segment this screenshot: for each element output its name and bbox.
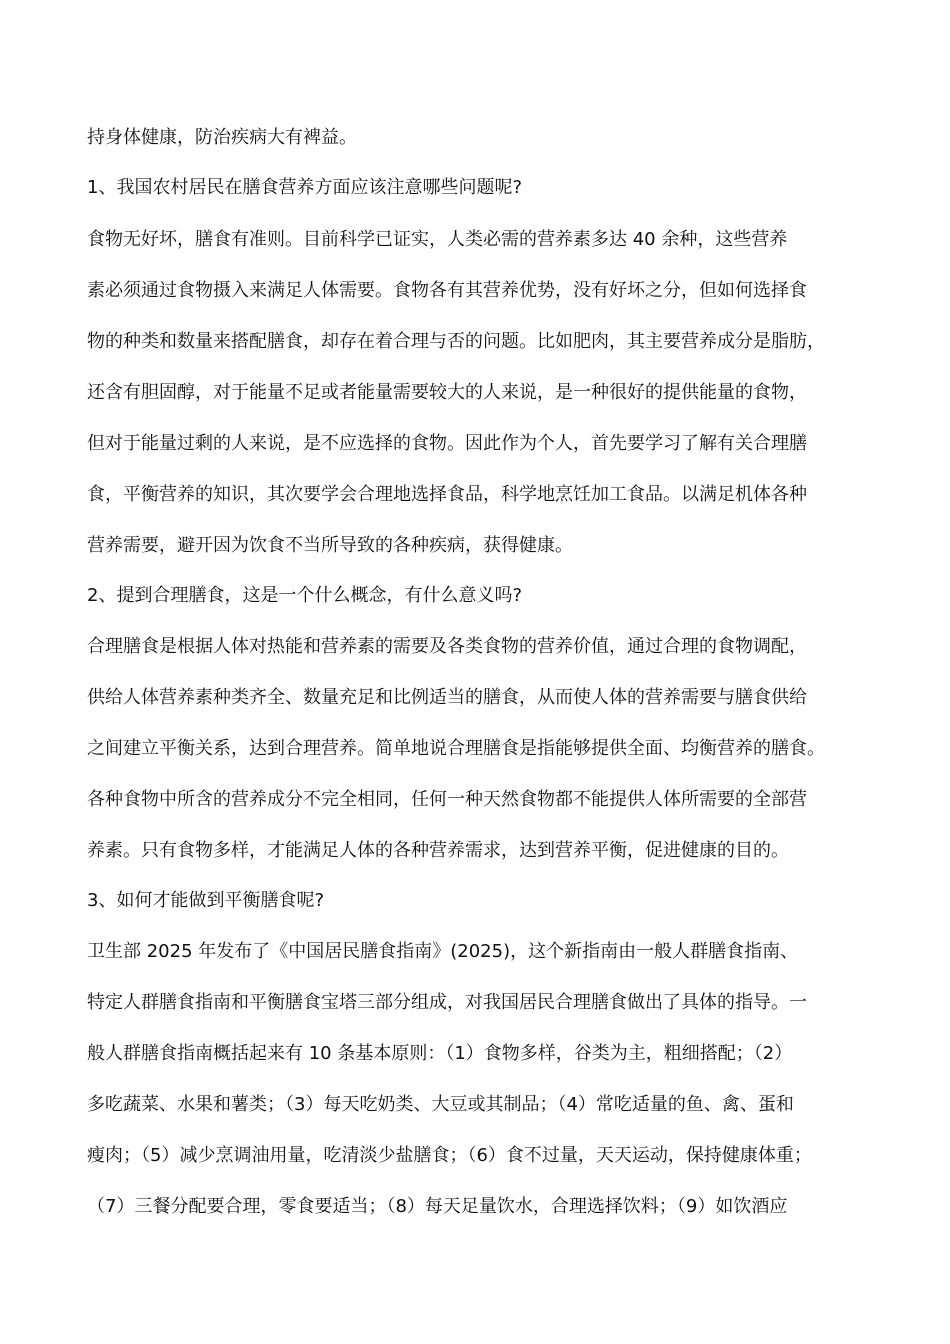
text-line: 还含有胆固醇，对于能量不足或者能量需要较大的人来说，是一种很好的提供能量的食物，: [87, 382, 807, 403]
section-heading-3: 3、如何才能做到平衡膳食呢?: [87, 890, 325, 911]
text-line: 物的种类和数量来搭配膳食，却存在着合理与否的问题。比如肥肉，其主要营养成分是脂肪，: [87, 331, 825, 352]
text-line: 瘦肉；（5）减少烹调油用量，吃清淡少盐膳食；（6）食不过量，天天运动，保持健康体重；: [87, 1145, 812, 1166]
section-heading-2: 2、提到合理膳食，这是一个什么概念，有什么意义吗?: [87, 585, 523, 606]
text-line: 各种食物中所含的营养成分不完全相同，任何一种天然食物都不能提供人体所需要的全部营: [87, 789, 807, 810]
section-heading-1: 1、我国农村居民在膳食营养方面应该注意哪些问题呢?: [87, 177, 523, 198]
text-line: 营养需要，避开因为饮食不当所导致的各种疾病，获得健康。: [87, 535, 573, 556]
text-line: 素必须通过食物摄入来满足人体需要。食物各有其营养优势，没有好坏之分，但如何选择食: [87, 280, 807, 301]
text-line: 食，平衡营养的知识，其次要学会合理地选择食品，科学地烹饪加工食品。以满足机体各种: [87, 484, 807, 505]
text-line: 特定人群膳食指南和平衡膳食宝塔三部分组成，对我国居民合理膳食做出了具体的指导。一: [87, 992, 807, 1013]
text-line: 般人群膳食指南概括起来有 10 条基本原则：（1）食物多样，谷类为主，粗细搭配；（2）: [87, 1043, 793, 1064]
text-line: 卫生部 2025 年发布了《中国居民膳食指南》(2025)，这个新指南由一般人群膳食指南、: [87, 941, 799, 962]
text-line: 供给人体营养素种类齐全、数量充足和比例适当的膳食，从而使人体的营养需要与膳食供给: [87, 687, 807, 708]
text-line: （7）三餐分配要合理，零食要适当；（8）每天足量饮水，合理选择饮料；（9）如饮酒应: [87, 1196, 788, 1217]
text-line: 多吃蔬菜、水果和薯类；（3）每天吃奶类、大豆或其制品；（4）常吃适量的鱼、禽、蛋和: [87, 1094, 794, 1115]
text-line: 合理膳食是根据人体对热能和营养素的需要及各类食物的营养价值，通过合理的食物调配，: [87, 636, 807, 657]
text-line: 养素。只有食物多样，才能满足人体的各种营养需求，达到营养平衡，促进健康的目的。: [87, 840, 789, 861]
text-line: 但对于能量过剩的人来说，是不应选择的食物。因此作为个人，首先要学习了解有关合理膳: [87, 433, 807, 454]
text-line: 持身体健康，防治疾病大有裨益。: [87, 127, 357, 148]
text-line: 之间建立平衡关系，达到合理营养。简单地说合理膳食是指能够提供全面、均衡营养的膳食。: [87, 738, 825, 759]
text-line: 食物无好坏，膳食有准则。目前科学已证实，人类必需的营养素多达 40 余种，这些营养: [87, 229, 788, 250]
